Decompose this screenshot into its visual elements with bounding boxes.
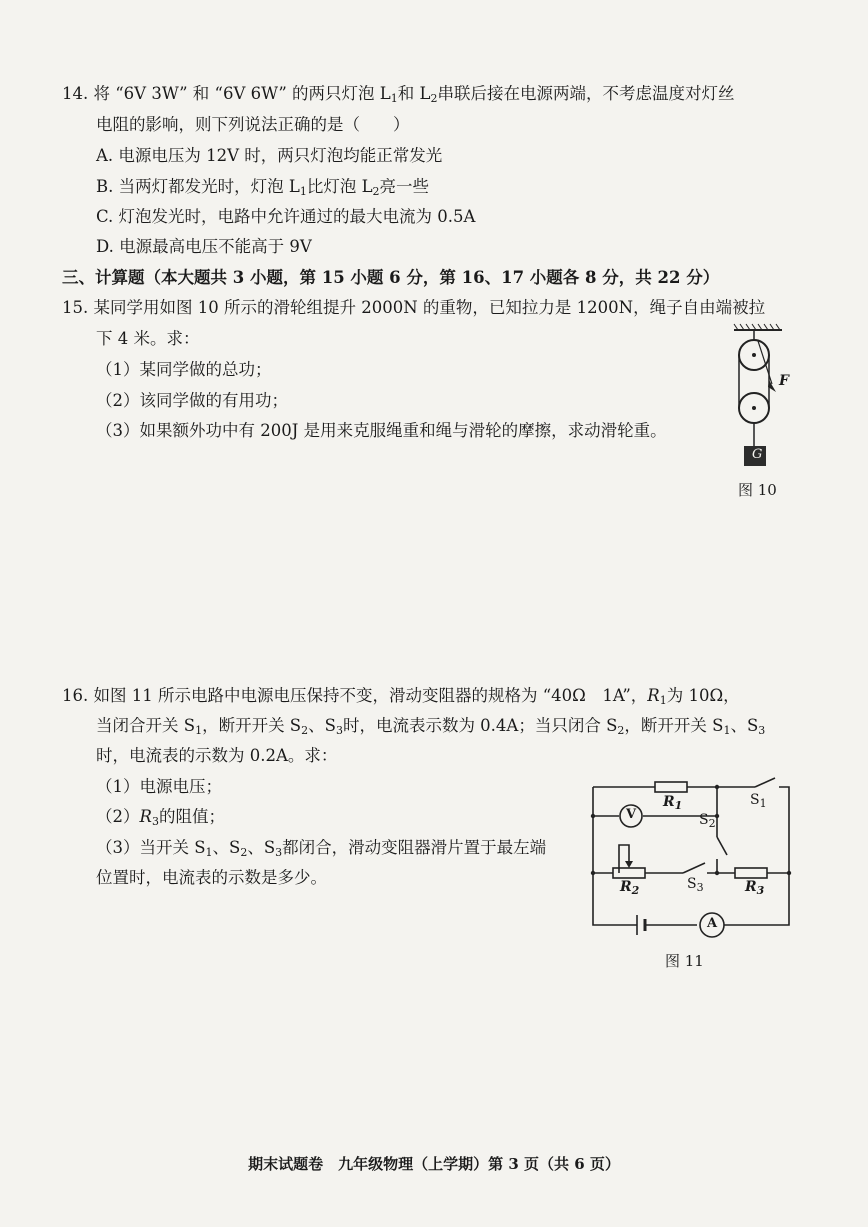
q16-part2: $(2)R_3$的阻值； <box>96 807 225 828</box>
r2-label: $R_2$ <box>620 879 640 897</box>
q15-part2: （2）该同学做的有用功； <box>96 391 288 410</box>
weight-label: G <box>752 447 763 462</box>
q14-option-a: A. 电源电压为 12V 时，两只灯泡均能正常发光 <box>96 146 443 165</box>
q16-part1: （1）电源电压； <box>96 777 222 796</box>
ammeter-label: A <box>707 916 718 931</box>
figure-10-caption: 图 10 <box>738 481 777 499</box>
q14-option-d: D. 电源最高电压不能高于 9V <box>96 237 312 256</box>
r3-label: $R_3$ <box>745 879 765 897</box>
q16-stem-line3: 时，电流表的示数为 0.2A。求： <box>96 746 338 765</box>
circuit-figure <box>585 775 800 940</box>
force-label: F <box>779 373 789 389</box>
figure-11-caption: 图 11 <box>665 952 704 970</box>
q14-stem-line2: 电阻的影响，则下列说法正确的是（ ） <box>96 115 410 134</box>
s1-label: $S_1$ <box>750 792 767 810</box>
q14-option-b: B. 当两灯都发光时，灯泡 $L_1$比灯泡 $L_2$亮一些 <box>96 177 430 198</box>
q16-stem-line1: 16. 如图 11 所示电路中电源电压保持不变，滑动变阻器的规格为 “40Ω 1A”，$R_1$为 10Ω， <box>62 686 740 707</box>
q16-part3-line2: 位置时，电流表的示数是多少。 <box>96 868 327 887</box>
q15-part1: （1）某同学做的总功； <box>96 360 272 379</box>
q15-stem-line2: 下 4 米。求： <box>96 329 200 348</box>
q14-option-c: C. 灯泡发光时，电路中允许通过的最大电流为 0.5A <box>96 207 476 226</box>
q15-stem-line1: 15. 某同学用如图 10 所示的滑轮组提升 2000N 的重物，已知拉力是 1200N，绳子自由端被拉 <box>62 298 766 317</box>
q16-stem-line2: 当闭合开关 $S_1$，断开开关 $S_2$、$S_3$时，电流表示数为 0.4A；当只闭合 $S_2$，断开开关 $S_1$、$S_3$ <box>96 716 766 737</box>
section-heading: 三、计算题（本大题共 3 小题，第 15 小题 6 分，第 16、17 小题各 8 分，共 22 分） <box>62 268 720 287</box>
voltmeter-label: V <box>626 807 637 822</box>
q14-stem-line1: 14. 将 “6V 3W” 和 “6V 6W” 的两只灯泡 $L_1$和 $L_2$串联后接在电源两端，不考虑温度对灯丝 <box>62 84 735 105</box>
q15-part3: （3）如果额外功中有 200J 是用来克服绳重和绳与滑轮的摩擦，求动滑轮重。 <box>96 421 667 440</box>
s3-label: $S_3$ <box>687 876 704 894</box>
s2-label: $S_2$ <box>699 812 716 830</box>
r1-label: $R_1$ <box>663 794 683 812</box>
page-footer: 期末试题卷 九年级物理（上学期）第 3 页（共 6 页） <box>248 1155 620 1173</box>
q16-part3: （3）当开关 $S_1$、$S_2$、$S_3$都闭合，滑动变阻器滑片置于最左端 <box>96 838 547 859</box>
